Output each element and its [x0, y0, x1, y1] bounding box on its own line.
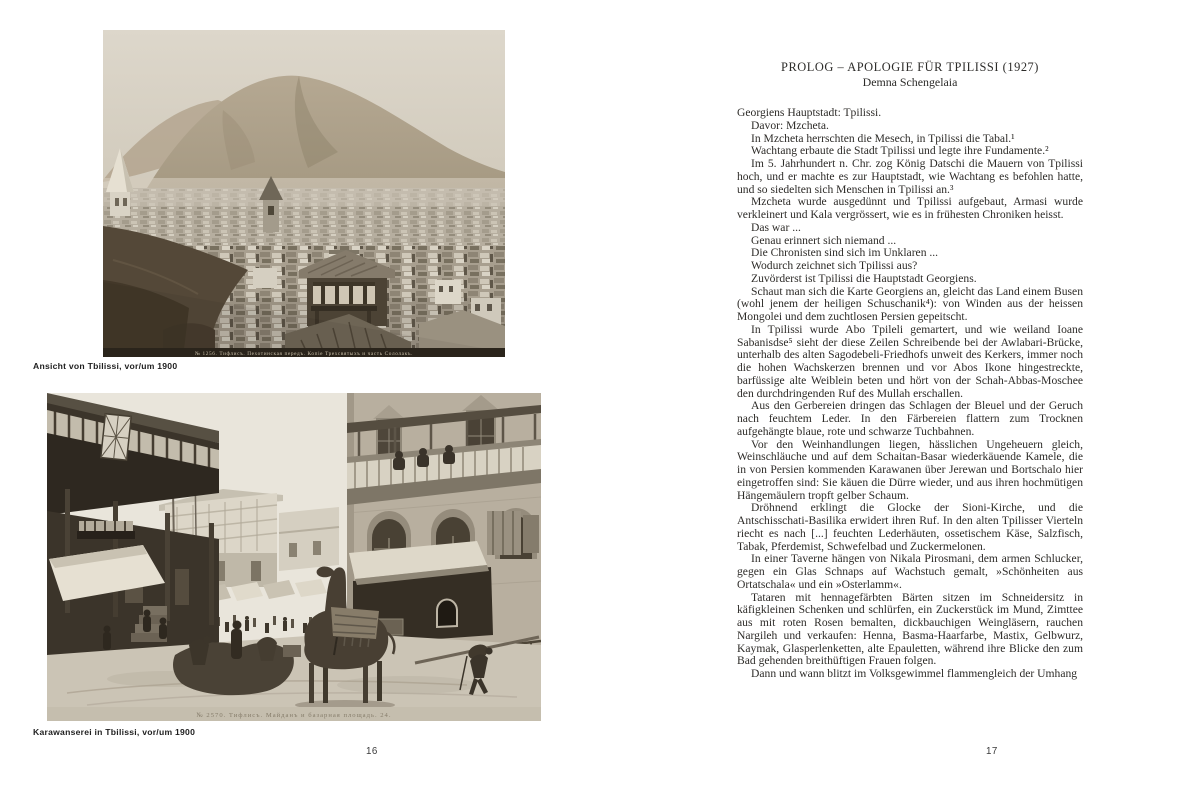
photo-caravanserai	[47, 393, 541, 721]
paragraph: Mzcheta wurde ausgedünnt und Tpilissi aufgebaut, Armasi wurde verkleinert und Kala vergrössert, wie es in frühesten Chroniken heisst.	[737, 195, 1083, 221]
caravanserai-illustration	[47, 393, 541, 721]
oven-arch	[437, 599, 457, 627]
page-number-right: 17	[986, 746, 998, 757]
paragraph: Tataren mit hennagefärbten Bärten sitzen im Schneidersitz in käfigkleinen Schenken und schlürfen, ein Zuckerstück im Mund, Zimttee aus mit roten Rosen bemalten, dickbauchigen Weingläsern, rauchen Nargileh und verkaufen: Henna, Basma-Haarfarbe, Mastix, Gelbwurz, Kaymak, Glasperlenketten, alte Epauletten, während ihre Blicke den zum Bad gehenden breithüftigen Frauen folgen.	[737, 590, 1083, 668]
paragraph: Wachtang erbaute die Stadt Tpilissi und legte ihre Fundamente.²	[751, 144, 1049, 158]
paragraph: In Mzcheta herrschten die Mesech, in Tpilissi die Tabal.¹	[751, 131, 1015, 145]
paragraph: Das war ...	[751, 220, 801, 234]
paragraph: Aus den Gerbereien dringen das Schlagen der Bleuel und der Geruch nach feuchtem Leder. In den Färbereien flattern zum Trocknen aufgehängte blaue, rote und schwarze Tuchbahnen.	[737, 399, 1083, 438]
paragraph: Wodurch zeichnet sich Tpilissi aus?	[751, 259, 918, 272]
paragraph: Dröhnend erklingt die Glocke der Sioni-Kirche, und die Antschisschati-Basilika erwidert ihren Ruf. In den alten Tpilisser Vierteln riecht es nach [...] feuchten Lederhäuten, ossetischem Käse, Salzfisch, Tabak, Pferdemist, Schwefelbad und Zuckermelonen.	[737, 501, 1083, 553]
paragraph: Schaut man sich die Karte Georgiens an, gleicht das Land einem Busen (wohl jenem der heiligen Schuschanik⁴): von Winden aus der heissen Mongolei und dem zuchtlosen Persien gepeitscht.	[737, 284, 1083, 323]
photo-bottom-caption: Karawanserei in Tbilissi, vor/um 1900	[33, 727, 196, 737]
paragraph: Genau erinnert sich niemand ...	[751, 233, 897, 247]
paragraph: In einer Taverne hängen von Nikala Pirosmani, dem armen Schlucker, gegen ein Glas Schnaps auf Wachstuch gemalt, »Schönheiten aus Ortatschala« und ein »Osterlamm«.	[737, 552, 1083, 591]
hanging-carpets	[487, 511, 539, 555]
paragraph: In Tpilissi wurde Abo Tpileli gemartert, und wie weiland Ioane Sabanisdse⁵ sieht der diese Zeilen Schreibende bei der Awlabari-Brücke, unterhalb des alten Sagodebeli-Friedhofs unweit des Kerkers, immer noch die hohen Wachskerzen brennen und vor Abos Ikone hingestreckte, barfüssige alte Weiblein beten und hört von der Schah-Abbas-Moschee den durchdringenden Ruf des Mullah erschallen.	[737, 322, 1083, 400]
lattice-panel	[101, 414, 131, 460]
body-text	[737, 107, 1083, 681]
paragraph: Zuvörderst ist Tpilissi die Hauptstadt Georgiens.	[751, 271, 977, 285]
photo-city-panorama	[103, 30, 505, 357]
photo-top-caption: Ansicht von Tbilissi, vor/um 1900	[33, 361, 178, 371]
chapter-title: PROLOG – APOLOGIE FÜR TPILISSI (1927)	[781, 60, 1039, 74]
plate-caption-text: № 2570. Тифлисъ. Майданъ и базарная площадь. 24.	[196, 712, 392, 719]
plate-caption-text: № 1256. Тифлисъ. Пехотинская передъ. Копіе Трехсвятыхъ и часть Сололакъ.	[194, 351, 414, 357]
chapter-author: Demna Schengelaia	[862, 75, 958, 89]
paragraph: Im 5. Jahrhundert n. Chr. zog König Datschi die Mauern von Tpilissi hoch, und er machte es zur Hauptstadt, wie Wachtang es befohlen hatte, und so siedelten sich Menschen in Tpilissi an.³	[737, 157, 1083, 196]
paragraph: Dann und wann blitzt im Volksgewimmel flammengleich der Umhang	[751, 667, 1078, 680]
paragraph: Vor den Weinhandlungen liegen, hässlichen Ungeheuern gleich, Weinschläuche und auf dem Schaitan-Basar wiederkäuende Kamele, die in von Persien kommenden Karawanen über Jerewan und Bortschalo hier eingetroffen sind: Sie käuen die Dürre wieder, und aus ihren hochmütigen Hängemäulern tropft gelber Schaum.	[737, 437, 1083, 502]
city-panorama-illustration	[103, 30, 505, 357]
paragraph: Die Chronisten sind sich im Unklaren ...	[751, 246, 939, 260]
page-number-left: 16	[366, 746, 378, 757]
paragraph: Davor: Mzcheta.	[751, 118, 829, 132]
paragraph: Georgiens Hauptstadt: Tpilissi.	[737, 106, 882, 119]
